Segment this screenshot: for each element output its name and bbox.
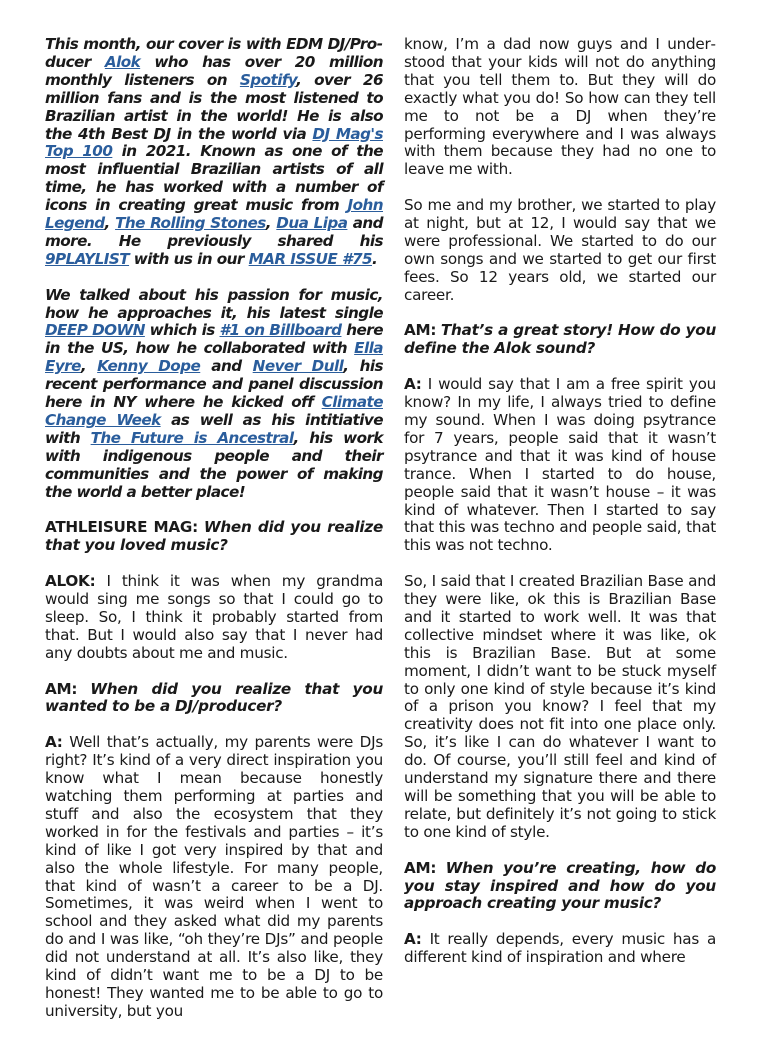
link-john-legend[interactable]: John Legend <box>45 196 383 233</box>
speaker-label: ALOK: <box>45 572 96 591</box>
answer-2-paragraph-2: So me and my brother, we started to play at night, but at 12, I would say that we were professional. We started to do our own songs and we started to get our first fees. So 12 years old, we started our career. <box>404 196 716 304</box>
link-mar-issue-75[interactable]: MAR ISSUE #75 <box>248 249 373 268</box>
link-dua-lipa[interactable]: Dua Lipa <box>276 214 348 233</box>
answer-2 <box>45 734 383 1021</box>
question-3 <box>404 322 716 358</box>
question-text: When did you realize that you wanted to be a DJ/producer? <box>45 679 384 716</box>
intro-paragraph-1: This month, our cover is with EDM DJ/Producer Alok who has over 20 million monthly listeners on Spotify, over 26 million fans and is the most listened to Brazilian artist in the world! He is also the 4th Best DJ in the world via DJ Mag's Top 100 in 2021. Known as one of the most influential Brazilian artists of all time, he has worked with a number of icons in creating great music from John Legend, The Rolling Stones, Dua Lipa and more. He previously shared his 9PLAYLIST with us in our MAR ISSUE #75. <box>45 35 384 268</box>
answer-3 <box>404 376 716 555</box>
answer-text: I would say that I am a free spirit you know? In my life, I always tried to define my sound. When I was doing psytrance for 7 years, people said that it wasn’t psytrance and that it was kind of house trance. When I started to do house, people said that it wasn’t house – it was kind of whatever. Then I started to say that this was techno and people said, that this was not techno. <box>404 375 716 555</box>
link-future-is-ancestral[interactable]: The Future is Ancestral <box>90 428 294 447</box>
right-column <box>404 36 716 985</box>
link-alok[interactable]: Alok <box>104 52 141 71</box>
answer-1 <box>45 573 383 663</box>
answer-text: It really depends, every music has a different kind of inspiration and where <box>404 930 717 967</box>
speaker-label: AM: <box>404 321 437 340</box>
intro-paragraph-2: We talked about his passion for music, how he approaches it, his latest single DEEP DOWN which is #1 on Billboard here in the US, how he collaborated with Ella Eyre, Kenny Dope and Never Dull, his recent performance and panel discussion here in NY where he kicked off Climate Change Week as well as his intitiative with The Future is Ancestral, his work with indigenous people and their communities and the power of making the world a better place! <box>45 285 383 501</box>
answer-4 <box>404 931 716 967</box>
answer-2-continued: know, I’m a dad now guys and I understood that your kids will not do anything that you tell them to. But they will do exactly what you do! So how can they tell me to not be a DJ when they’re performing everywhere and I was always with them because they had no one to leave me with. <box>404 35 716 179</box>
answer-3-paragraph-2: So, I said that I created Brazilian Base and they were like, ok this is Brazilian Base and it started to work well. It was that collective mindset where it was like, ok this is Brazilian Base. But at some moment, I didn’t want to be stuck myself to only one kind of style because it’s kind of a prison you know? I feel that my creativity does not fit into one place only. So, it’s like I can do whatever I want to do. Of course, you’ll still feel and kind of understand my signature there and there will be something that you will be able to relate, but definitely it’s not going to stick to one kind of style. <box>404 572 716 841</box>
question-2 <box>45 681 383 717</box>
link-billboard[interactable]: #1 on Billboard <box>219 321 342 340</box>
link-spotify[interactable]: Spotify <box>239 70 297 89</box>
question-text: That’s a great story! How do you define the Alok sound? <box>404 321 717 358</box>
question-4 <box>404 860 716 914</box>
question-1 <box>45 519 383 555</box>
link-kenny-dope[interactable]: Kenny Dope <box>97 357 201 376</box>
speaker-label: A: <box>404 375 422 394</box>
link-dj-mag-top-100[interactable]: DJ Mag's Top 100 <box>45 124 383 161</box>
link-climate-change-week[interactable]: Climate Change Week <box>45 393 383 430</box>
speaker-label: A: <box>45 733 63 752</box>
speaker-label: ATHLEISURE MAG: <box>45 518 198 537</box>
left-column <box>45 36 383 1039</box>
link-ella-eyre[interactable]: Ella Eyre <box>45 339 383 376</box>
link-rolling-stones[interactable]: The Rolling Stones <box>115 214 266 233</box>
question-text: When you’re creating, how do you stay inspired and how do you approach creating your music? <box>404 858 716 913</box>
link-deep-down[interactable]: DEEP DOWN <box>45 321 145 340</box>
speaker-label: AM: <box>45 679 78 698</box>
link-9playlist[interactable]: 9PLAYLIST <box>45 249 130 268</box>
speaker-label: AM: <box>404 858 437 877</box>
question-text: When did you realize that you loved music? <box>45 518 383 555</box>
answer-text: Well that’s actually, my parents were DJs right? It’s kind of a very direct inspiration you know what I mean because honestly watching them performing at parties and stuff and also the ecosystem that they worked in for the festivals and parties – it’s kind of like I got very inspired by that and also the whole lifestyle. For many people, that kind of wasn’t a career to be a DJ. Sometimes, it was weird when I went to school and they asked what did my parents do and I was like, “oh they’re DJs” and people did not understand at all. It’s also like, they kind of didn’t want me to be a DJ to be honest! They wanted me to be able to go to university, but you <box>45 733 383 1020</box>
link-never-dull[interactable]: Never Dull <box>252 357 344 376</box>
speaker-label: A: <box>404 930 422 949</box>
answer-text: I think it was when my grandma would sing me songs so that I could go to sleep. So, I think it probably started from that. But I would also say that I never had any doubts about me and music. <box>45 572 384 662</box>
